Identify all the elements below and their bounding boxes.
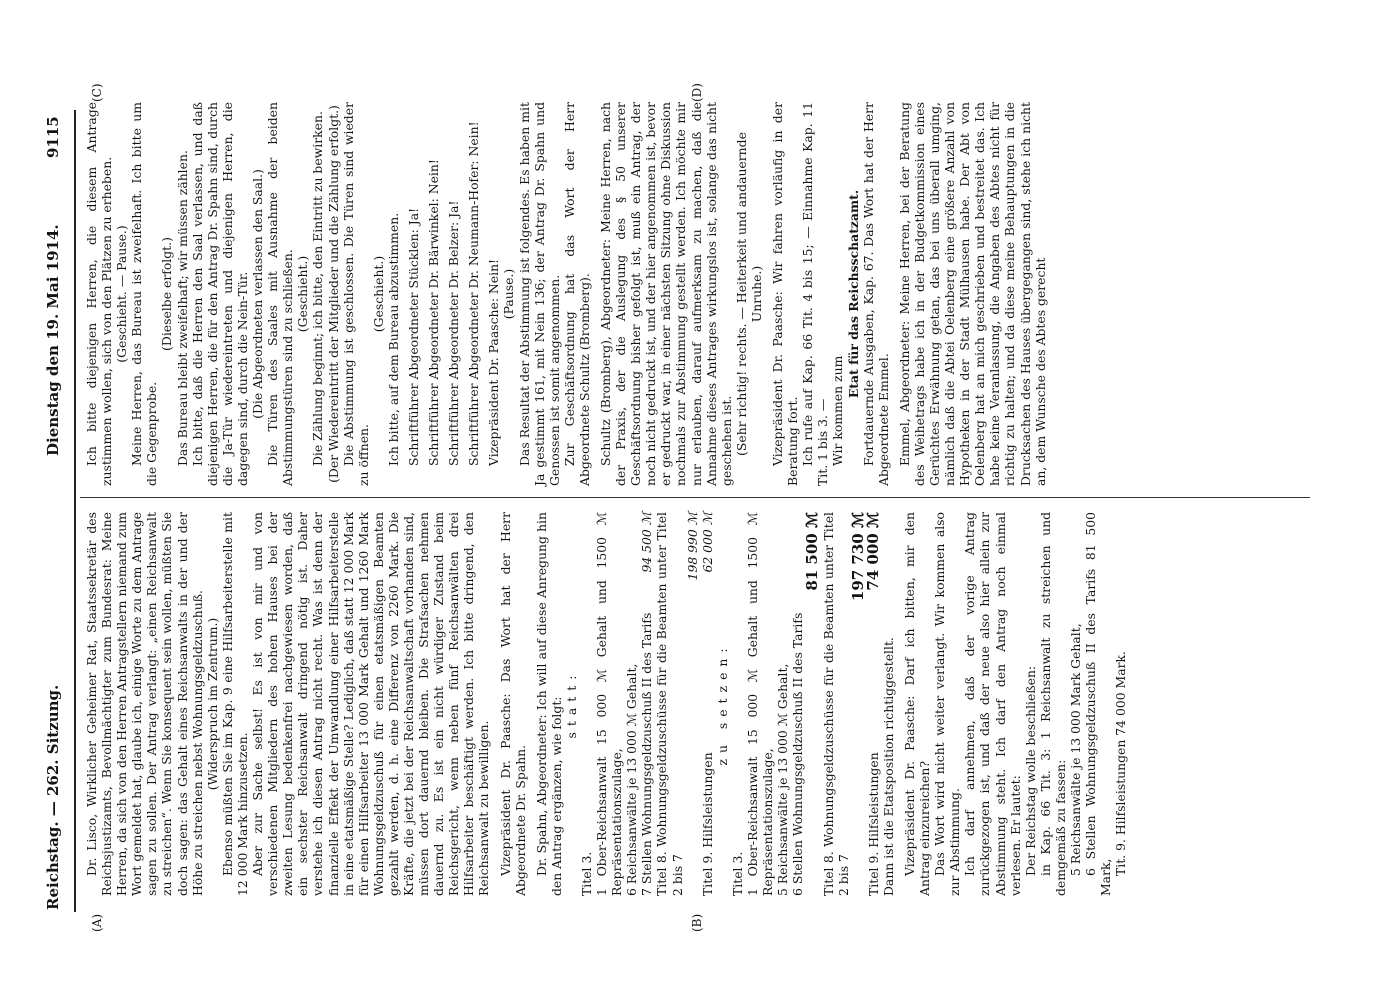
paragraph: Vizepräsident Dr. Paasche: Das Wort hat der Herr Abgeordnete Dr. Spahn.	[497, 512, 528, 896]
paragraph: Schriftführer Abgeordneter Dr. Belzer: Ja!	[446, 200, 462, 466]
table-row: 5 Reichsanwälte je 13 000 ℳ Gehalt,	[775, 663, 791, 896]
motion-line: in Kap. 66 Tit. 3: 1 Reichsanwalt zu streichen und demgemäß zu fassen:	[1037, 512, 1068, 896]
word-zu-setzen: zu setzen:	[714, 642, 730, 766]
interjection: (Widerspruch im Zentrum.)	[204, 617, 220, 791]
column-divider	[80, 497, 1310, 498]
motion-line: Der Reichstag wolle beschließen:	[1022, 665, 1038, 876]
table-row: Titel 8. Wohnungsgeldzuschüsse für die Beamten unter Titel 2 bis 7	[820, 512, 851, 896]
margin-mark-b: (B)	[690, 913, 704, 932]
paragraph: Aber zur Sache selbst! Es ist von mir und von verschiedenen Mitgliedern des hohen Hauses bei der zweiten Lesung bedenkenfrei nachgewiesen worden, daß ein sechster Reichsanwalt dringend nötig ist. Daher verstehe ich diesen Antrag nicht recht. Was ist denn der finanzielle Effekt der Umwandlung einer Hilfsarbeiterstelle in eine etatsmäßige Stelle? Lediglich, daß statt 12 000 Mark für einen Hilfsarbeiter 13 000 Mark Gehalt und 1260 Mark Wohnungsgeldzuschuß für einen etatsmäßigen Beamten gezahlt werden, d. h. eine Differenz von 2260 Mark. Die Kräfte, die jetzt bei der Reichsanwaltschaft vorhanden sind, müssen dort dauernd bleiben. Die Strafsachen nehmen dauernd zu. Es ist ein nicht würdiger Zustand beim Reichsgericht, wenn neben fünf Reichsanwälten drei Hilfsarbeiter beschäftigt werden. Ich bitte dringend, den Reichsanwalt zu bewilligen.	[250, 512, 492, 896]
interjection: (Dieselbe erfolgt.)	[159, 237, 175, 351]
paragraph: Vizepräsident Dr. Paasche: Nein!	[486, 258, 502, 466]
margin-mark-a: (A)	[90, 913, 104, 932]
paragraph: Schriftführer Abgeordneter Stücklen: Ja!	[405, 207, 421, 466]
paragraph: Emmel, Abgeordneter: Meine Herren, bei der Beratung des Weihetrags habe ich in der Budgetkommission eines Gerüchtes Erwähnung getan, das bei uns überall umging, nämlich daß die Abtei Oelenberg eine größere Anzahl von Hypotheken in der Stadt Mülhausen habe. Der Abt von Oelenberg hat an mich geschrieben und bestreitet das. Ich habe keine Veranlassung, die Angaben des Abtes nicht für richtig zu halten; und da diese meine Behauptungen in die Drucksachen des Hauses übergegangen sind, stehe ich nicht an, dem Wunsche des Abtes gerecht	[896, 102, 1048, 486]
motion-line: Tit. 9. Hilfsleistungen 74 000 Mark.	[1113, 651, 1129, 876]
interjection: (Sehr richtig! rechts. — Heiterkeit und andauernde Unruhe.)	[733, 132, 764, 456]
margin-mark-c: (C)	[90, 83, 104, 102]
paragraph: Ich darf annehmen, daß der vorige Antrag zurückgezogen ist, und daß der neue also hier allein zur Abstimmung steht. Ich darf den Antrag noch einmal verlesen. Er lautet:	[962, 512, 1023, 896]
paragraph: Ich bitte, auf dem Bureau abzustimmen.	[385, 212, 401, 466]
column-right	[84, 102, 1048, 486]
paragraph: Schriftführer Abgeordneter Dr. Neumann-Hofer: Nein!	[466, 121, 482, 466]
paragraph: Die Zählung beginnt; ich bitte, den Eintritt zu bewirken.	[310, 111, 326, 466]
paragraph: Ich bitte diejenigen Herren, die diesem Antrage zustimmen wollen, sich von den Plätzen zu erheben.	[84, 102, 115, 486]
running-head-left: Reichstag. — 262. Sitzung.	[44, 684, 62, 910]
interjection: (Die Abgeordneten verlassen den Saal.)	[250, 169, 266, 419]
table-heading: Titel 3.	[579, 851, 594, 896]
table-heading: Titel 3.	[729, 851, 745, 896]
budget-table-statt	[579, 512, 715, 896]
page-number: 9115	[44, 116, 62, 158]
table-row: 6 Stellen Wohnungsgeldzuschuß II des Tarifs	[790, 612, 806, 896]
table-row: 6 Reichsanwälte je 13 000 ℳ Gehalt,	[624, 663, 640, 896]
paragraph: Dann ist die Etatsposition richtiggestellt.	[880, 637, 896, 896]
paragraph: Ich rufe auf Kap. 66 Tit. 4 bis 15; — Einnahme Kap. 11 Tit. 1 bis 3. —	[800, 102, 831, 486]
paragraph: Dr. Lisco, Wirklicher Geheimer Rat, Staatssekretär des Reichsjustizamts, Bevollmächtigter zum Bundesrat: Meine Herren, da sich von den Herren Antragstellern niemand zum Wort gemeldet hat, glaube ich, einige Worte zu dem Antrage sagen zu sollen. Der Antrag verlangt: „einen Reichsanwalt zu streichen“. Wenn Sie konsequent sein wollen, müßten Sie doch sagen: das Gehalt eines Reichsanwalts in der und der Höhe zu streichen nebst Wohnungsgeldzuschuß.	[84, 512, 205, 896]
table-value: 198 990 ℳ	[684, 512, 700, 581]
table-value: 197 730 ℳ	[848, 512, 867, 602]
table-row: Titel 9. Hilfsleistungen 74 000 ℳ	[863, 512, 882, 896]
paragraph: Meine Herren, das Bureau ist zweifelhaft. Ich bitte um die Gegenprobe.	[129, 102, 160, 486]
table-row: 1 Ober-Reichsanwalt 15 000 ℳ Gehalt und 1500 ℳ Repräsentationszulage,	[594, 512, 625, 896]
table-value: 81 500 ℳ	[803, 512, 822, 591]
paragraph: Vizepräsident Dr. Paasche: Darf ich bitten, mir den Antrag einzureichen?	[901, 512, 933, 896]
interjection: (Pause.)	[501, 268, 517, 320]
paragraph: Die Abstimmung ist geschlossen. Die Türen sind wieder zu öffnen.	[340, 102, 371, 486]
section-heading: Etat für das Reichsschatzamt.	[845, 189, 861, 399]
paragraph: Vizepräsident Dr. Paasche: Wir fahren vorläufig in der Beratung fort.	[770, 102, 801, 486]
table-row: 7 Stellen Wohnungsgeldzuschuß II des Tarifs 94 500 ℳ	[639, 512, 655, 896]
header-rule	[74, 110, 76, 912]
paragraph: Das Bureau bleibt zweifelhaft; wir müssen zählen.	[174, 150, 190, 466]
paragraph: Dr. Spahn, Abgeordneter: Ich will auf diese Anregung hin den Antrag ergänzen, wie folgt:	[533, 512, 564, 896]
table-row: Titel 9. Hilfsleistungen 62 000 ℳ	[699, 512, 715, 896]
paragraph: Schultz (Bromberg), Abgeordneter: Meine Herren, nach der Praxis, der die Auslegung des § 50 unserer Geschäftsordnung bisher gefolgt ist, muß ein Antrag, der noch nicht gedruckt ist, und der hier angenommen ist, bevor er gedruckt war, in einer nächsten Sitzung ohne Diskussion nochmals zur Abstimmung gestellt werden. Ich möchte mir nur erlauben, darauf aufmerksam zu machen, daß die Annahme dieses Antrages wirkungslos ist, solange das nicht geschehen ist.	[598, 102, 734, 486]
motion-line: 6 Stellen Wohnungsgeldzuschuß II des Tarifs 81 500 Mark,	[1083, 512, 1114, 896]
margin-mark-d: (D)	[690, 83, 704, 102]
running-head-date: Dienstag den 19. Mai 1914.	[44, 224, 62, 456]
paragraph: Das Resultat der Abstimmung ist folgendes. Es haben mit Ja gestimmt 161, mit Nein 136; der Antrag Dr. Spahn und Genossen ist somit angenommen.	[516, 102, 562, 486]
motion-line: 5 Reichsanwälte je 13 000 Mark Gehalt,	[1068, 623, 1083, 876]
column-left	[84, 512, 1128, 896]
budget-table-setzen	[730, 512, 881, 896]
table-row: Titel 8. Wohnungsgeldzuschüsse für die Beamten unter Titel 2 bis 7	[654, 512, 685, 896]
paragraph: Ebenso müßten Sie im Kap. 9 eine Hilfsarbeiterstelle mit 12 000 Mark hinzusetzen.	[219, 512, 250, 896]
paragraph: Das Wort wird nicht weiter verlangt. Wir kommen also zur Abstimmung.	[932, 512, 963, 896]
word-statt: statt:	[563, 669, 579, 739]
interjection: (Geschieht.)	[295, 255, 311, 333]
interjection: (Geschieht.)	[370, 255, 386, 333]
table-row: 1 Ober-Reichsanwalt 15 000 ℳ Gehalt und 1500 ℳ Repräsentationszulage,	[745, 512, 776, 896]
interjection: (Der Wiedereintritt der Mitglieder und die Zählung erfolgt.)	[325, 105, 341, 483]
paragraph: Die Türen des Saales mit Ausnahme der beiden Abstimmungstüren sind zu schließen.	[265, 102, 296, 486]
paragraph: Wir kommen zum	[830, 355, 846, 466]
paragraph: Schriftführer Abgeordneter Dr. Bärwinkel: Nein!	[426, 159, 442, 466]
paragraph: Zur Geschäftsordnung hat das Wort der Herr Abgeordnete Schultz (Bromberg).	[561, 102, 592, 486]
paragraph: Fortdauernde Ausgaben, Kap. 67. Das Wort hat der Herr Abgeordnete Emmel.	[860, 102, 891, 486]
interjection: (Geschieht. — Pause.)	[114, 225, 130, 363]
paragraph: Ich bitte, daß die Herren den Saal verlassen, und daß diejenigen Herren, die für den Antrag Dr. Spahn sind, durch die Ja-Tür wiedereintreten und diejenigen Herren, die dagegen sind, durch die Nein-Tür.	[189, 102, 250, 486]
